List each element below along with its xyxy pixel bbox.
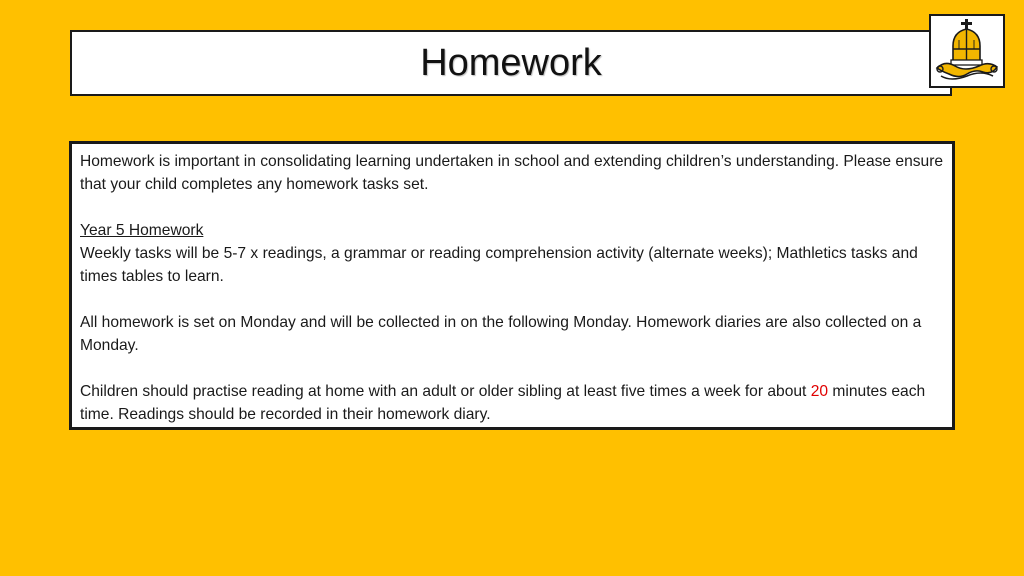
homework-info-panel bbox=[69, 141, 955, 430]
weekly-tasks-text: Weekly tasks will be 5-7 x readings, a grammar or reading comprehension activity (alternate weeks); Mathletics tasks and times tables to learn. bbox=[80, 245, 918, 285]
reading-text-end: minutes each time. Readings should be recorded in their homework diary. bbox=[80, 383, 926, 423]
bishop-mitre-crest-icon bbox=[931, 16, 1003, 86]
reading-paragraph bbox=[80, 380, 944, 426]
reading-text-start: Children should practise reading at home with an adult or older sibling at least five times a week for about bbox=[80, 383, 811, 400]
title-banner bbox=[70, 30, 952, 96]
collection-paragraph: All homework is set on Monday and will be collected in on the following Monday. Homework diaries are also collected on a Monday. bbox=[80, 314, 922, 354]
page-title: Homework bbox=[420, 41, 602, 84]
year-5-section bbox=[80, 219, 944, 288]
intro-paragraph: Homework is important in consolidating learning undertaken in school and extending children’s understanding. Please ensure that your child completes any homework tasks set. bbox=[80, 153, 944, 193]
reading-minutes-highlight: 20 bbox=[810, 383, 829, 400]
school-logo bbox=[929, 14, 1005, 88]
year-5-heading: Year 5 Homework bbox=[80, 222, 204, 239]
